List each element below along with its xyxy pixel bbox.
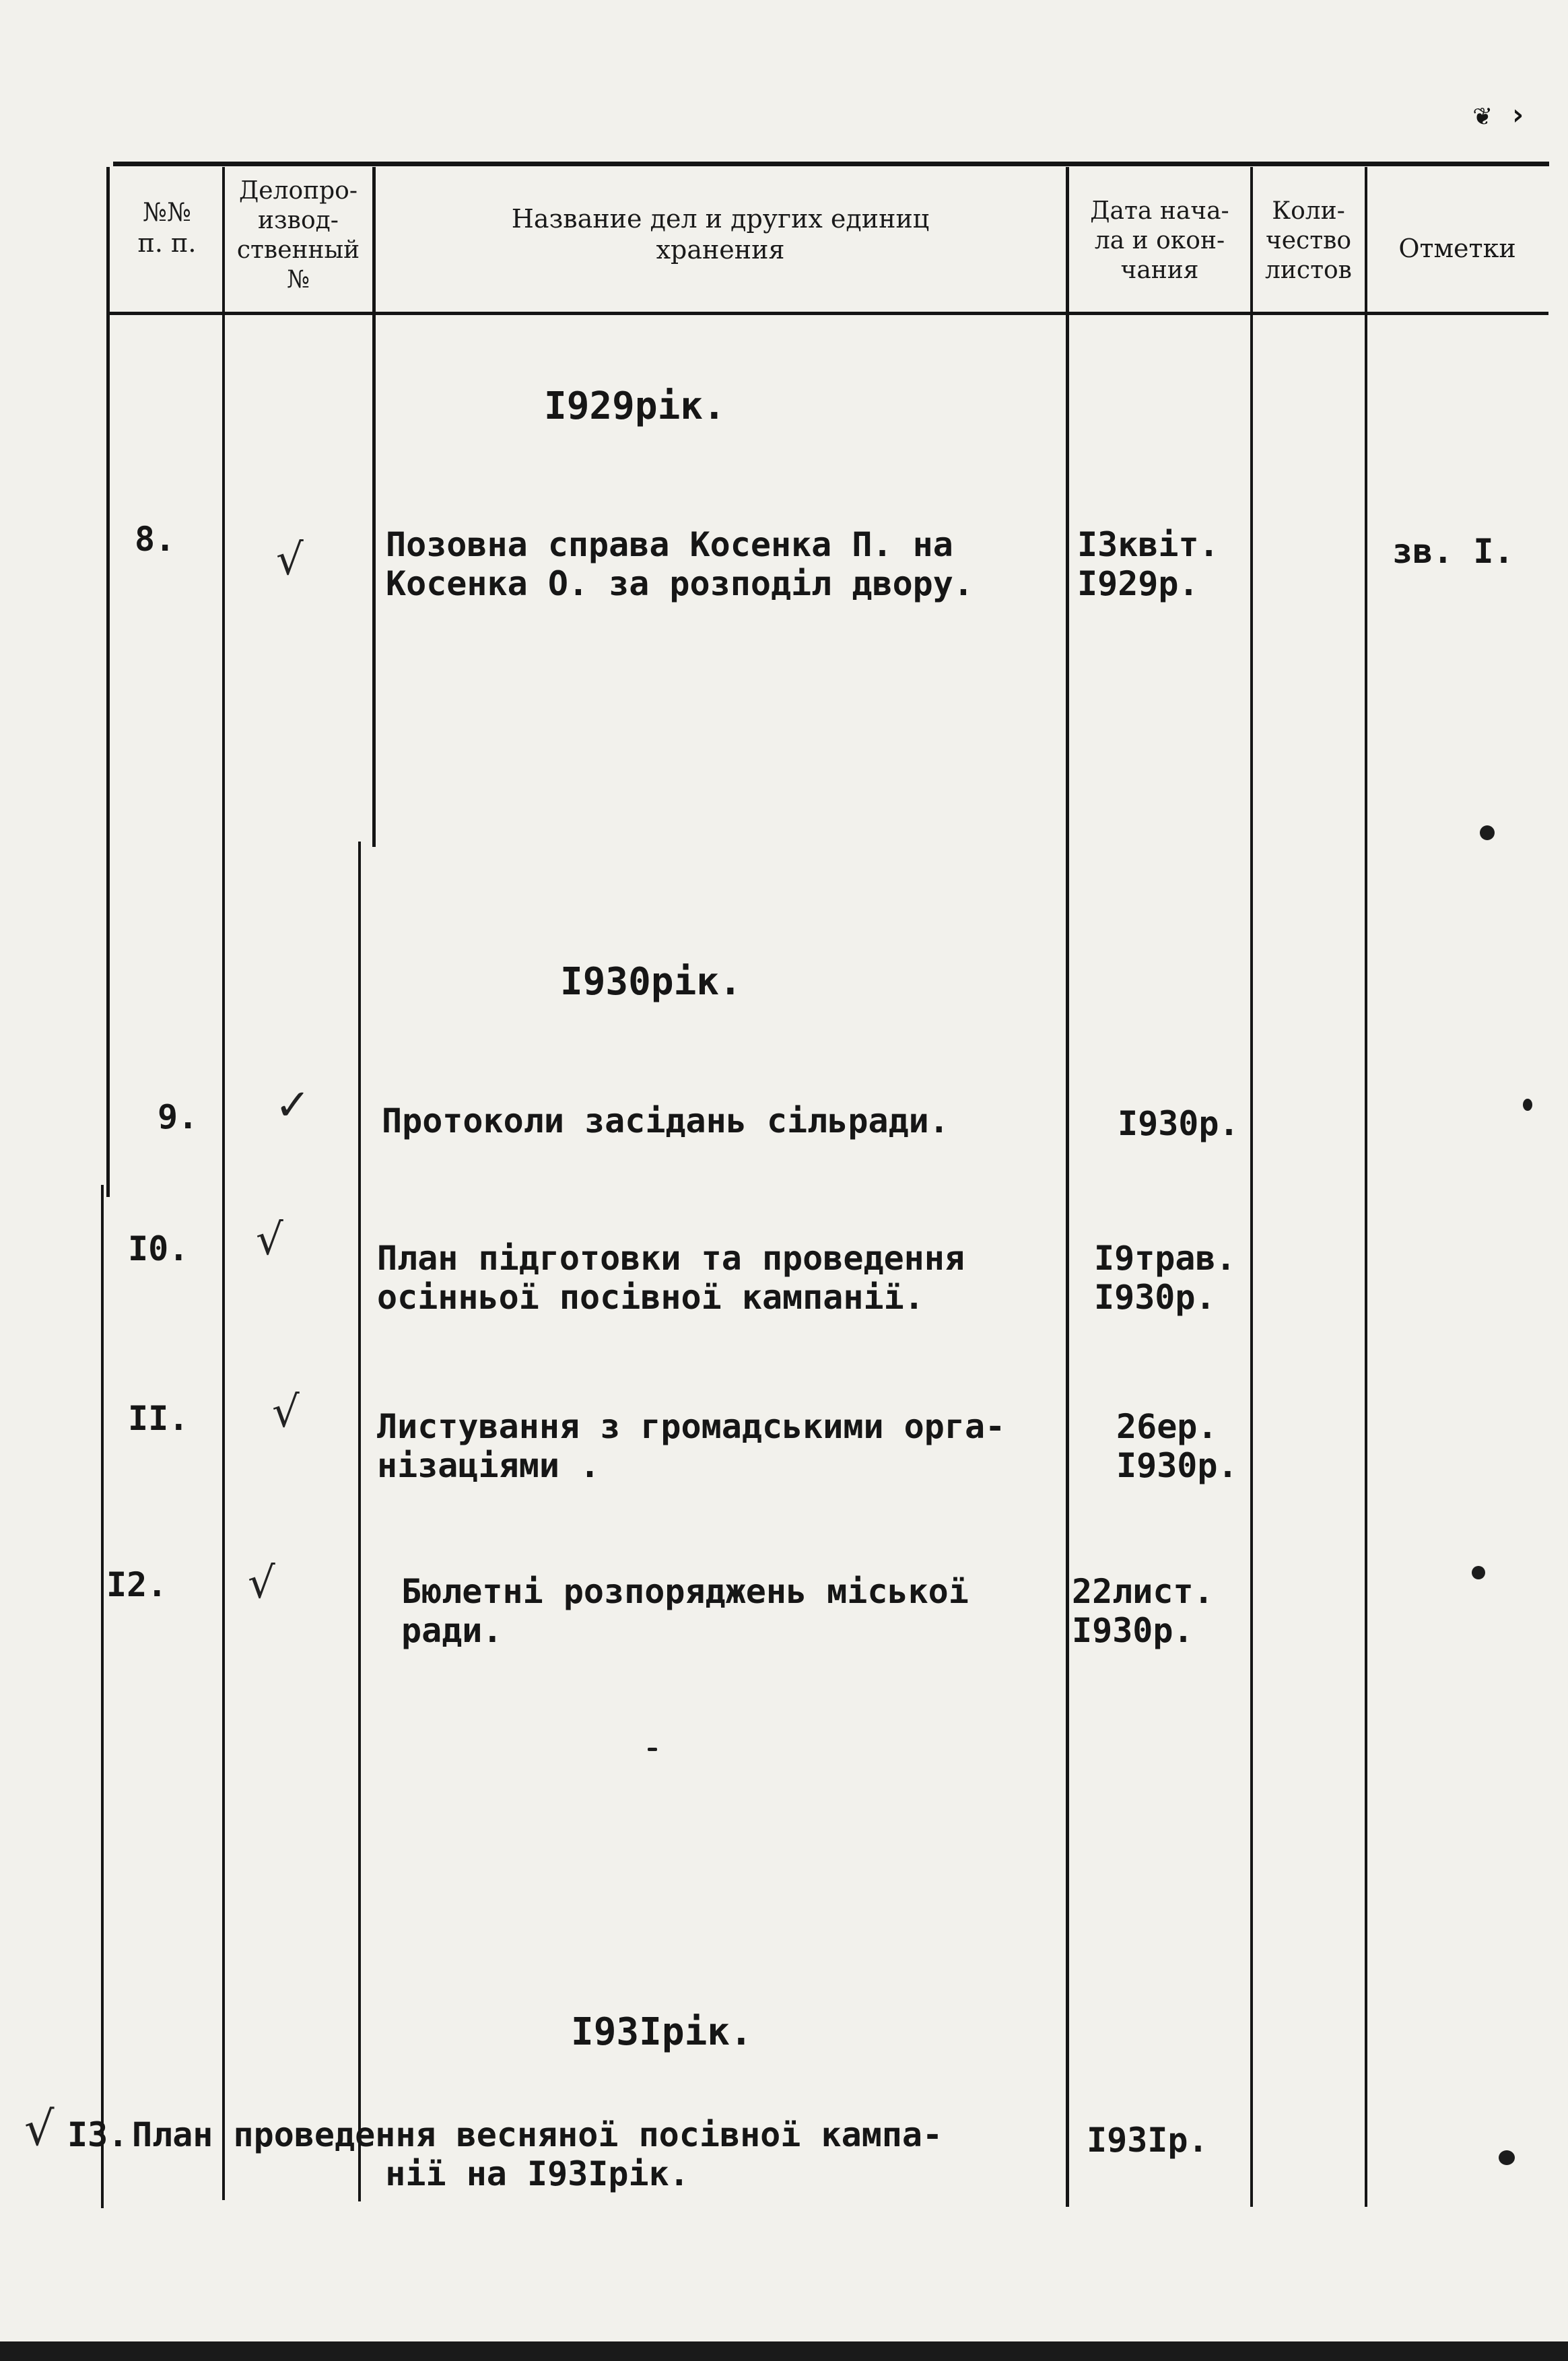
section-year: I93Iрік. [571,2010,753,2054]
header-notes: Отметки [1398,234,1516,263]
row-number: 8. [135,520,176,559]
file-title: Протоколи засідань сільради. [382,1101,949,1140]
ink-speck [1499,2150,1515,2165]
section-year: I929рік. [544,384,726,428]
column-border-1 [222,167,225,2200]
file-title: План проведення весняної посівної кампа- нії на I93Iрік. [132,2115,943,2193]
ink-speck [648,1748,657,1751]
ink-speck [1480,825,1495,840]
file-date: 22лист. I930р. [1072,1572,1214,1650]
file-title: Бюлетні розпоряджень міської ради. [401,1572,969,1650]
file-title: План підготовки та проведення осінньої посівної кампанії. [377,1239,965,1317]
row-number: I0. [128,1229,189,1268]
column-border-5 [1365,167,1367,2207]
corner-mark: ❦ › [1473,98,1527,132]
check-mark-icon: √ [272,1388,300,1437]
check-mark-icon: √ [24,2101,55,2156]
row-number: I3. [67,2115,129,2154]
header-number: №№ п. п. [137,197,197,258]
table-top-border [113,162,1549,166]
section-year: I930рік. [560,960,742,1004]
check-mark-icon: √ [276,535,304,585]
header-sheet-count: Коли- чество листов [1265,197,1352,284]
row-number: II. [128,1399,189,1438]
file-title: Листування з громадськими орга- нізаціями . [377,1407,1006,1485]
file-title: Позовна справа Косенка П. на Косенка О. за розподіл двору. [386,525,974,603]
file-notes: зв. I. [1392,532,1514,571]
table-header-separator [109,312,1548,315]
check-mark-icon: ✓ [275,1081,311,1130]
scan-bottom-edge [0,2341,1568,2361]
row-number: 9. [158,1097,199,1136]
header-office-number: Делопро- извод- ственный № [236,177,360,294]
column-border-left-lower [101,1185,104,2208]
check-mark-icon: √ [248,1559,275,1608]
column-border-left [106,167,110,1197]
header-title: Название дел и других единиц хранения [511,204,930,265]
row-number: I2. [106,1565,168,1604]
file-date: I93Iр. [1087,2121,1208,2160]
column-border-2-lower [358,842,361,2201]
column-border-4 [1250,167,1253,2207]
file-date: I3квіт. I929р. [1077,525,1219,603]
file-date: I9трав. I930р. [1094,1239,1236,1317]
header-dates: Дата нача- ла и окон- чания [1090,197,1229,284]
column-border-2 [372,167,376,847]
check-mark-icon: √ [256,1215,283,1265]
file-date: I930р. [1118,1104,1239,1143]
ink-speck [1523,1099,1532,1111]
ink-speck [1472,1566,1485,1579]
file-date: 26ер. I930р. [1116,1407,1238,1485]
column-border-3 [1066,167,1069,2207]
